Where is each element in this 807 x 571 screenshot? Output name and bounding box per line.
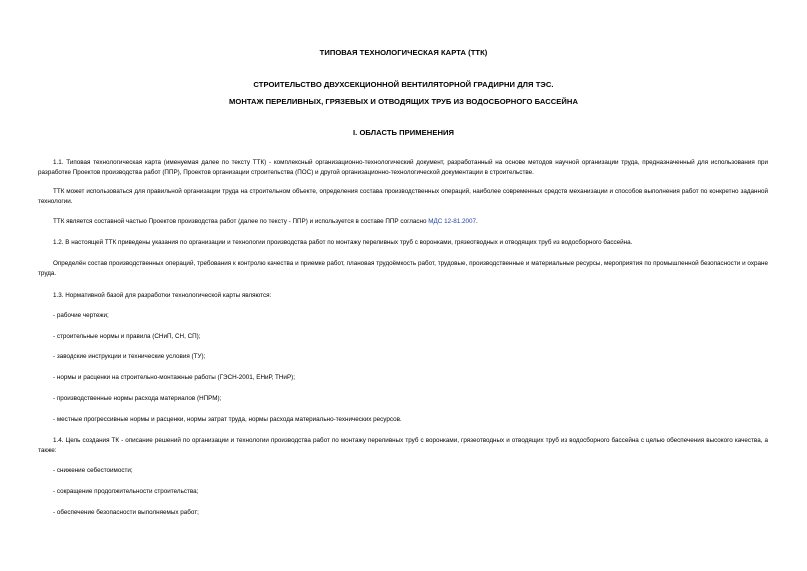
paragraph-usage: ТТК может использоваться для правильной организации труда на строительном объекте, определения состава производственных операций, наиболее современных средств механизации и способов выполнения работ по конкретно заданной технологии. bbox=[38, 188, 768, 205]
paragraph-1-2: 1.2. В настоящей ТТК приведены указания по организации и технологии производства работ по монтажу переливных труб с воронками, грязеотводных и отводящих труб из водосборного бассейна. bbox=[53, 239, 633, 246]
paragraph-1-3: 1.3. Нормативной базой для разработки технологической карты являются: bbox=[53, 292, 272, 299]
list-item: - производственные нормы расхода материалов (НПРМ); bbox=[53, 395, 222, 402]
list-item: - снижение себестоимости; bbox=[53, 467, 133, 474]
list-item: - местные прогрессивные нормы и расценки, нормы затрат труда, нормы расхода материально-технических ресурсов. bbox=[53, 416, 402, 423]
list-item: - рабочие чертежи; bbox=[53, 312, 109, 319]
list-item: - обеспечение безопасности выполняемых работ; bbox=[53, 509, 199, 516]
mds-link[interactable]: МДС 12-81.2007 bbox=[428, 218, 476, 225]
list-item: - строительные нормы и правила (СНиП, СН, СП); bbox=[53, 333, 201, 340]
list-item: - нормы и расценки на строительно-монтажные работы (ГЭСН-2001, ЕНиР, ТНиР); bbox=[53, 374, 295, 381]
list-item: - заводские инструкции и технические условия (ТУ); bbox=[53, 353, 206, 360]
paragraph-1-1: 1.1. Типовая технологическая карта (именуемая далее по тексту ТТК) - комплексный организационно-технологический документ, разработанный на основе методов научной организации труда, предназначенный для использования при разработке Проектов производства работ (ППР), Проектов организации строительства (ПОС) и другой организационно-технологической документации в строительстве. bbox=[38, 159, 768, 176]
paragraph-ppr-part-end: . bbox=[475, 218, 478, 225]
list-item: - сокращение продолжительности строительства; bbox=[53, 488, 199, 495]
document-subtitle-2: МОНТАЖ ПЕРЕЛИВНЫХ, ГРЯЗЕВЫХ И ОТВОДЯЩИХ ТРУБ ИЗ ВОДОСБОРНОГО БАССЕЙНА bbox=[228, 97, 578, 106]
paragraph-ppr-part-text: ТТК является составной частью Проектов производства работ (далее по тексту - ППР) и используется в составе ППР согласно bbox=[53, 218, 429, 225]
document-title: ТИПОВАЯ ТЕХНОЛОГИЧЕСКАЯ КАРТА (ТТК) bbox=[319, 48, 488, 57]
document-subtitle-1: СТРОИТЕЛЬСТВО ДВУХСЕКЦИОННОЙ ВЕНТИЛЯТОРНОЙ ГРАДИРНИ ДЛЯ ТЭС. bbox=[253, 80, 554, 89]
paragraph-ppr-part bbox=[38, 217, 768, 227]
paragraph-composition: Определён состав производственных операций, требования к контролю качества и приемке работ, плановая трудоёмкость работ, трудовые, производственные и материальные ресурсы, мероприятия по промышленной безопасности и охране труда. bbox=[38, 260, 768, 277]
paragraph-1-4: 1.4. Цель создания ТК - описание решений по организации и технологии производства работ по монтажу переливных труб с воронками, грязеотводных и отводящих труб из водосборного бассейна с целью обеспечения высокого качества, а также: bbox=[38, 437, 768, 454]
section-heading: I. ОБЛАСТЬ ПРИМЕНЕНИЯ bbox=[353, 128, 454, 137]
